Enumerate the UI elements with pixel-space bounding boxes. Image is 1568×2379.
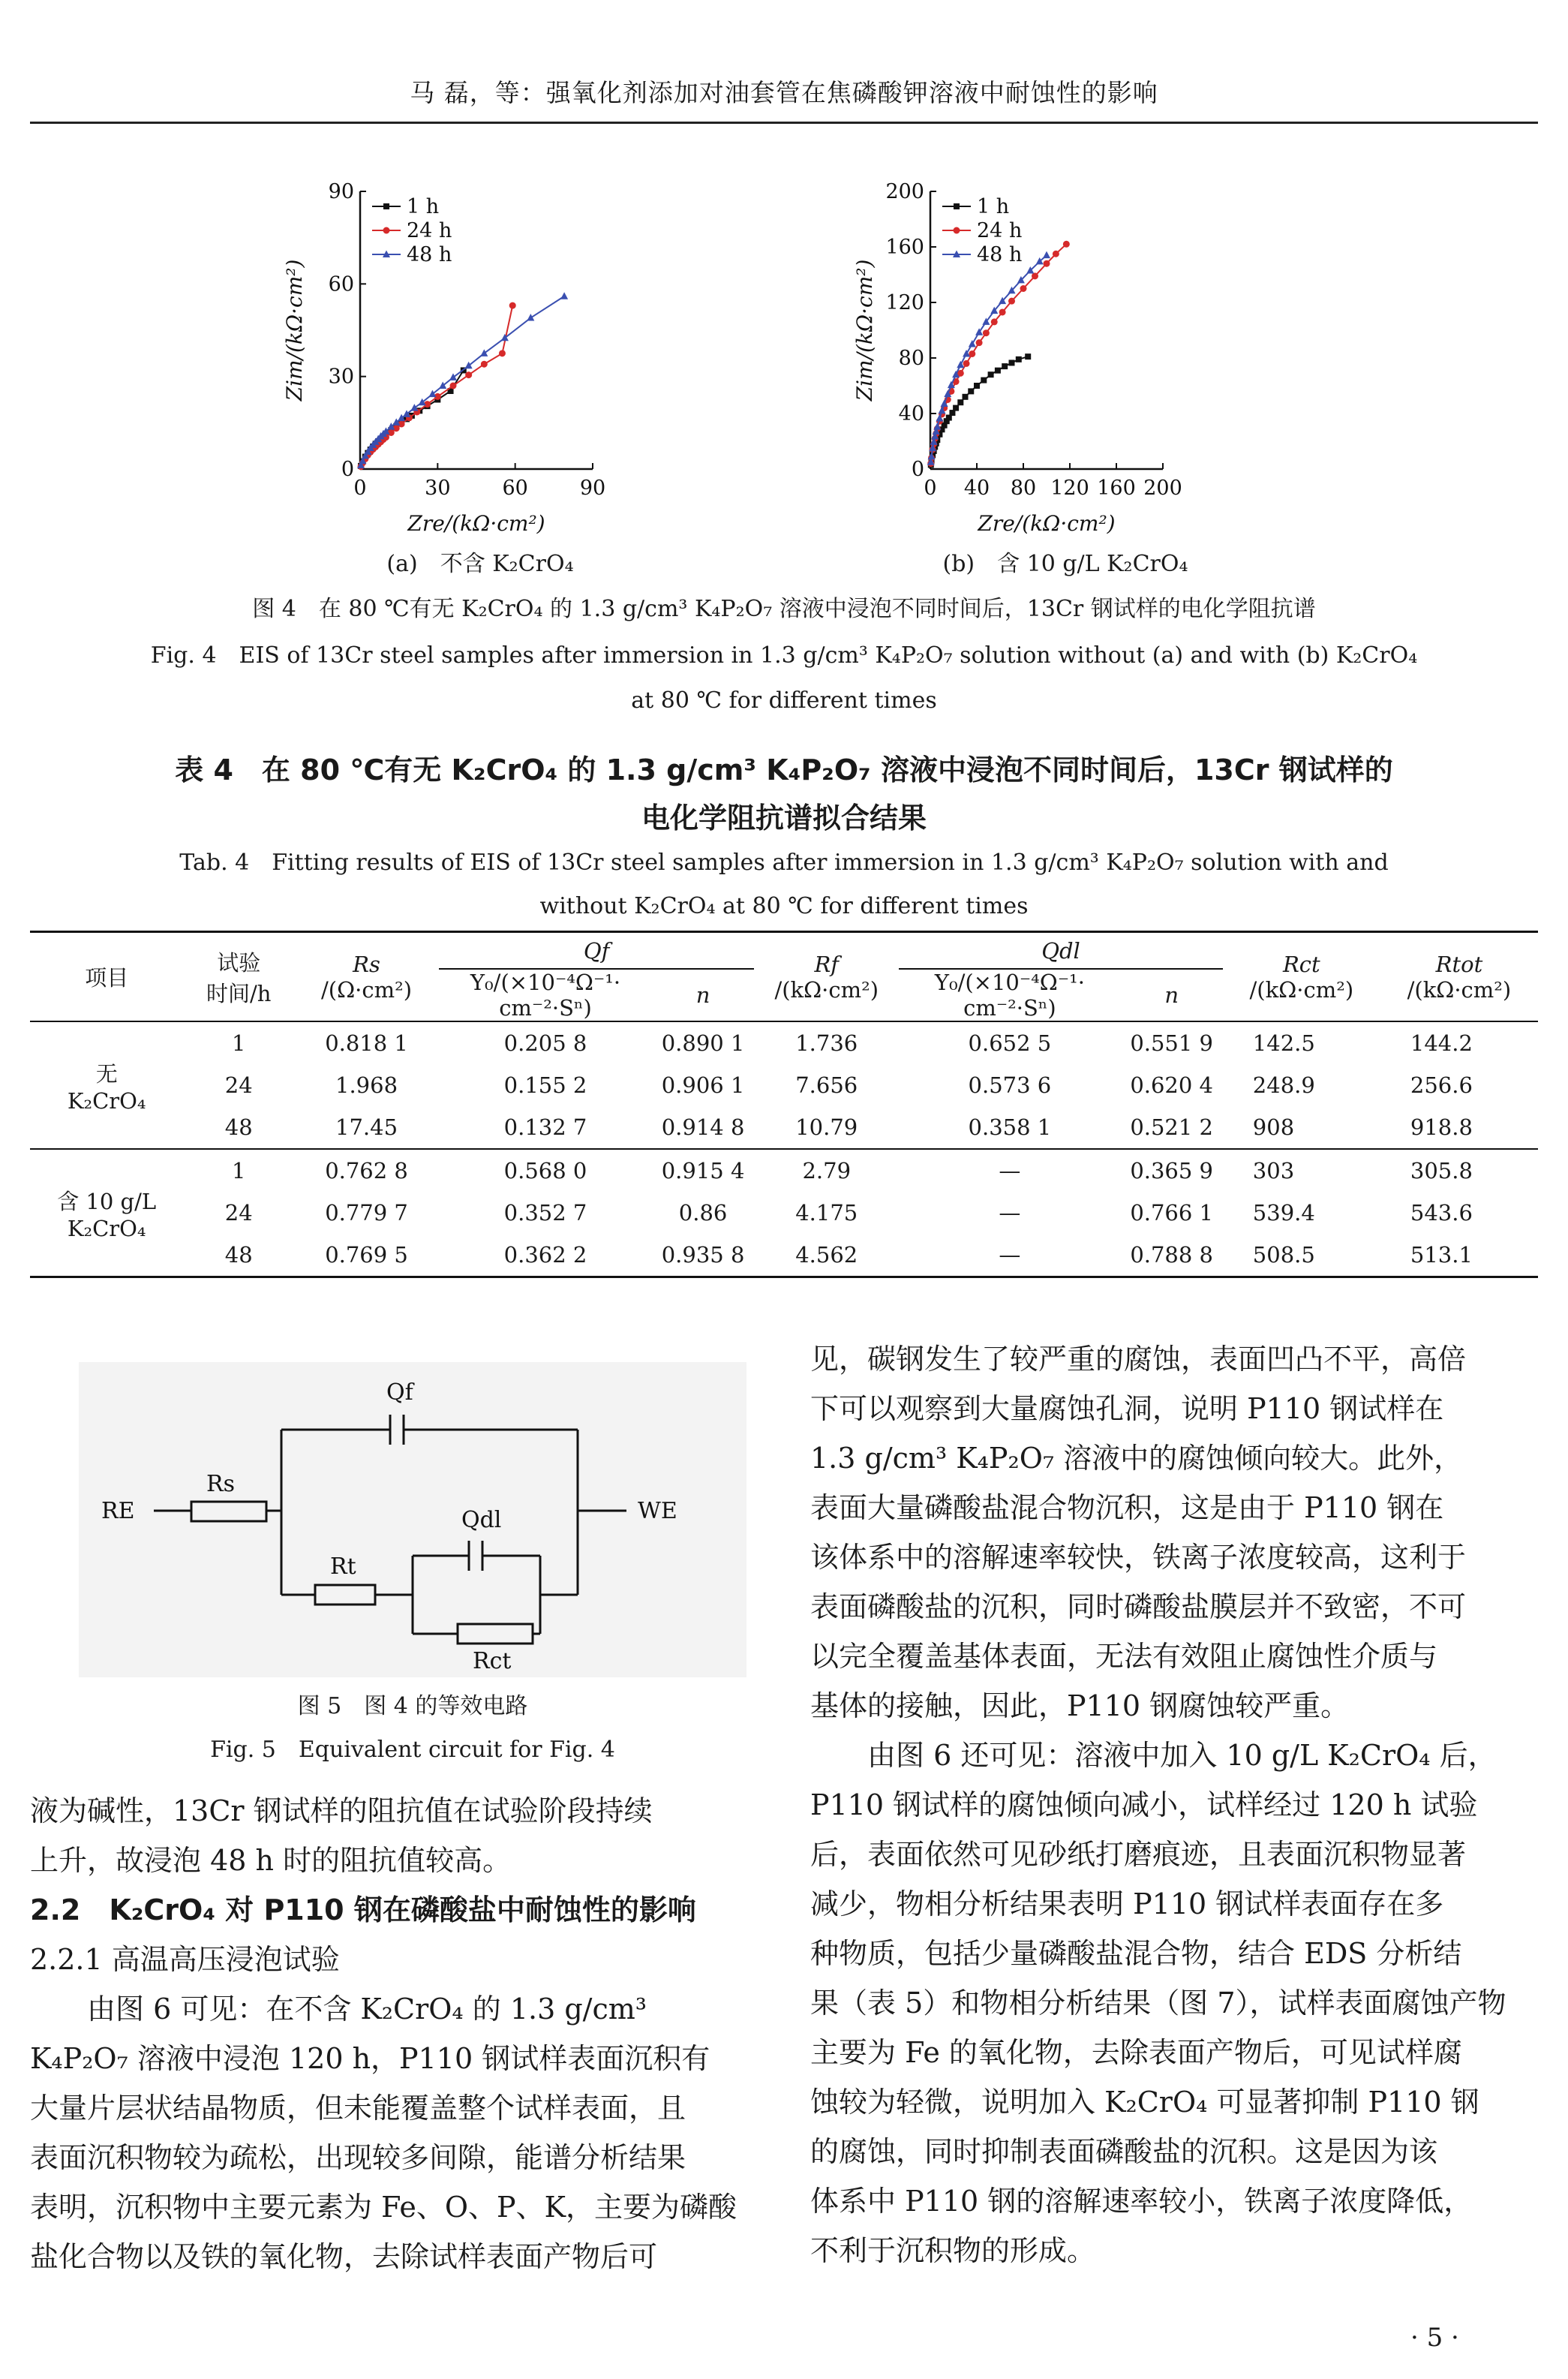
section-heading-2-2: 2.2 K₂CrO₄ 对 P110 钢在磷酸盐中耐蚀性的影响	[30, 1893, 696, 1926]
table-cell: 0.915 4	[661, 1158, 745, 1183]
col-item: 项目	[85, 965, 129, 991]
table-cell: 303	[1252, 1158, 1295, 1183]
data-point	[527, 314, 534, 321]
x-tick-label: 0	[353, 477, 367, 500]
text-line: 大量片层状结晶物质，但未能覆盖整个试样表面，且	[30, 2092, 686, 2125]
table-cell: 17.45	[335, 1114, 398, 1140]
data-point	[1016, 356, 1022, 362]
data-point	[963, 394, 969, 400]
y-tick-label: 30	[328, 365, 354, 389]
table-cell: 4.562	[795, 1242, 858, 1268]
table-cell: 513.1	[1410, 1242, 1473, 1268]
col-rct: Rct /(kΩ·cm²)	[1249, 951, 1354, 1003]
text-line: K₄P₂O₇ 溶液中浸泡 120 h，P110 钢试样表面沉积有	[30, 2042, 710, 2075]
col-rf: Rf /(kΩ·cm²)	[774, 951, 879, 1003]
group-label: 无 K₂CrO₄	[67, 1060, 146, 1114]
data-point	[991, 318, 998, 325]
figure5-caption-cn: 图 5 图 4 的等效电路	[297, 1693, 528, 1719]
table-row	[30, 1234, 1538, 1276]
col-qf-y0: Y₀/(×10⁻⁴Ω⁻¹· cm⁻²·Sⁿ)	[470, 970, 621, 1021]
y-tick-label: 0	[911, 458, 924, 481]
table-row	[30, 1021, 1538, 1064]
data-point	[976, 339, 983, 346]
y-tick-label: 80	[898, 347, 924, 370]
legend-label: 1 h	[407, 195, 440, 218]
data-point	[953, 405, 959, 411]
x-tick-label: 160	[1097, 477, 1136, 500]
col-qf-n: n	[695, 982, 710, 1008]
text-line: 下可以观察到大量腐蚀孔洞，说明 P110 钢试样在	[810, 1392, 1444, 1425]
table-cell: 0.358 1	[968, 1114, 1052, 1140]
table4-title-en-2: without K₂CrO₄ at 80 ℃ for different times	[539, 893, 1029, 919]
table-cell: 0.86	[678, 1200, 728, 1226]
y-tick-label: 40	[898, 402, 924, 426]
table-cell: 0.155 2	[503, 1072, 587, 1098]
data-point	[465, 362, 473, 369]
text-line: 减少，物相分析结果表明 P110 钢试样表面存在多	[810, 1887, 1444, 1920]
y-tick-label: 200	[885, 180, 924, 203]
rct-label: Rct	[473, 1648, 512, 1674]
qf-label: Qf	[386, 1379, 413, 1406]
table-cell: 10.79	[795, 1114, 858, 1140]
y-tick-label: 90	[328, 180, 354, 203]
table-cell: 0.132 7	[503, 1114, 587, 1140]
table-cell: 539.4	[1252, 1200, 1315, 1226]
text-line: 表面沉积物较为疏松，出现较多间隙，能谱分析结果	[30, 2141, 686, 2174]
text-line: 由图 6 可见：在不含 K₂CrO₄ 的 1.3 g/cm³	[87, 1993, 647, 2026]
table-cell: 4.175	[795, 1200, 858, 1226]
y-axis-title: Zim/(kΩ·cm²)	[852, 259, 877, 402]
table-cell: 1	[231, 1158, 246, 1183]
x-axis-title: Zre/(kΩ·cm²)	[407, 511, 545, 536]
legend-label: 24 h	[407, 219, 452, 242]
series-line	[931, 244, 1067, 463]
col-rtot: Rtot /(kΩ·cm²)	[1407, 951, 1512, 1003]
data-point	[465, 371, 472, 378]
table4-title-en-1: Tab. 4 Fitting results of EIS of 13Cr steel samples after immersion in 1.3 g/cm³ K₄P₂O₇ solution with and	[179, 850, 1389, 876]
legend-marker	[383, 203, 389, 209]
figure4a-chart	[270, 169, 735, 537]
data-point	[481, 361, 488, 368]
qdl-label: Qdl	[461, 1507, 502, 1533]
table-cell: 0.568 0	[503, 1158, 587, 1183]
table-cell: —	[999, 1200, 1021, 1226]
data-point	[480, 349, 488, 356]
data-point	[1025, 353, 1031, 359]
legend-marker	[954, 203, 960, 209]
table-cell: 1	[231, 1030, 246, 1056]
table-cell: 0.788 8	[1130, 1242, 1214, 1268]
table-cell: 24	[224, 1072, 253, 1098]
data-point	[1043, 251, 1050, 259]
figure4-caption-cn: 图 4 在 80 ℃有无 K₂CrO₄ 的 1.3 g/cm³ K₄P₂O₇ 溶液中浸泡不同时间后，13Cr 钢试样的电化学阻抗谱	[252, 596, 1316, 622]
text-line: 表明，沉积物中主要元素为 Fe、O、P、K，主要为磷酸	[30, 2191, 737, 2224]
data-point	[1002, 363, 1008, 369]
text-line: 盐化合物以及铁的氧化物，去除试样表面产物后可	[30, 2240, 658, 2273]
rt-label: Rt	[330, 1553, 356, 1580]
table-cell: 908	[1252, 1114, 1295, 1140]
data-point	[1020, 285, 1027, 292]
x-tick-label: 40	[963, 477, 990, 500]
text-line: 见，碳钢发生了较严重的腐蚀，表面凹凸不平，高倍	[810, 1343, 1467, 1376]
data-point	[1032, 272, 1038, 279]
y-tick-label: 120	[885, 291, 924, 314]
table-cell: 0.766 1	[1130, 1200, 1214, 1226]
data-point	[560, 292, 568, 299]
data-point	[1063, 241, 1070, 248]
col-rs: Rs /(Ω·cm²)	[321, 951, 413, 1003]
table-cell: 0.914 8	[661, 1114, 745, 1140]
figure4-caption-en-1: Fig. 4 EIS of 13Cr steel samples after immersion in 1.3 g/cm³ K₄P₂O₇ solution without (a) and with (b) K₂CrO₄	[150, 642, 1418, 669]
table4-title-cn-2: 电化学阻抗谱拟合结果	[641, 802, 927, 835]
text-line: 主要为 Fe 的氧化物，去除表面产物后，可见试样腐	[810, 2036, 1462, 2069]
table-cell: 0.652 5	[968, 1030, 1052, 1056]
legend-label: 48 h	[407, 243, 452, 266]
legend-label: 48 h	[977, 243, 1023, 266]
x-tick-label: 200	[1143, 477, 1182, 500]
data-point	[969, 350, 975, 357]
col-qf: Qf	[439, 933, 754, 969]
data-point	[450, 383, 457, 389]
table-cell: 7.656	[795, 1072, 858, 1098]
data-point	[499, 350, 506, 356]
figure4b-chart	[840, 169, 1305, 537]
table-cell: 0.521 2	[1130, 1114, 1214, 1140]
table-cell: 543.6	[1410, 1200, 1473, 1226]
table-cell: 0.779 7	[325, 1200, 408, 1226]
table-cell: 1.968	[335, 1072, 398, 1098]
table-cell: 48	[224, 1114, 253, 1140]
text-line: P110 钢试样的腐蚀倾向减小，试样经过 120 h 试验	[810, 1788, 1478, 1821]
col-qdl-y0: Y₀/(×10⁻⁴Ω⁻¹· cm⁻²·Sⁿ)	[934, 970, 1085, 1021]
table-cell: 0.906 1	[661, 1072, 745, 1098]
group-label: 含 10 g/L K₂CrO₄	[57, 1188, 157, 1241]
table-cell: —	[999, 1242, 1021, 1268]
table-cell: 1.736	[795, 1030, 858, 1056]
table-cell: 0.205 8	[503, 1030, 587, 1056]
data-point	[999, 308, 1006, 315]
table-cell: 144.2	[1410, 1030, 1473, 1056]
table-cell: 0.890 1	[661, 1030, 745, 1056]
figure5-circuit	[79, 1362, 746, 1677]
text-line: 基体的接触，因此，P110 钢腐蚀较严重。	[810, 1689, 1350, 1722]
text-line: 液为碱性，13Cr 钢试样的阻抗值在试验阶段持续	[30, 1794, 653, 1827]
series-line	[361, 296, 564, 465]
text-line: 表面磷酸盐的沉积，同时磷酸盐膜层并不致密，不可	[810, 1590, 1467, 1623]
text-line: 后，表面依然可见砂纸打磨痕迹，且表面沉积物显著	[810, 1838, 1467, 1871]
table-cell: 256.6	[1410, 1072, 1473, 1098]
text-line: 由图 6 还可见：溶液中加入 10 g/L K₂CrO₄ 后，	[867, 1739, 1497, 1772]
data-point	[501, 334, 509, 341]
subsection-heading-2-2-1: 2.2.1 高温高压浸泡试验	[30, 1943, 340, 1976]
figure4b-caption: (b) 含 10 g/L K₂CrO₄	[942, 551, 1188, 577]
text-line: 该体系中的溶解速率较快，铁离子浓度较高，这利于	[810, 1541, 1467, 1574]
text-line: 表面大量磷酸盐混合物沉积，这是由于 P110 钢在	[810, 1491, 1444, 1524]
data-point	[988, 371, 994, 377]
left-column	[30, 1786, 765, 2281]
data-point	[974, 383, 980, 389]
right-column	[810, 1334, 1538, 2275]
y-tick-label: 60	[328, 272, 354, 296]
table-cell: 305.8	[1410, 1158, 1473, 1183]
text-line: 的腐蚀，同时抑制表面磷酸盐的沉积。这是因为该	[810, 2135, 1438, 2168]
text-line: 上升，故浸泡 48 h 时的阻抗值较高。	[30, 1844, 512, 1877]
page-number: · 5 ·	[1410, 2323, 1459, 2353]
table-cell: 0.362 2	[503, 1242, 587, 1268]
table-cell: 248.9	[1252, 1072, 1315, 1098]
x-tick-label: 60	[502, 477, 528, 500]
re-label: RE	[101, 1498, 135, 1524]
x-tick-label: 90	[579, 477, 606, 500]
table-cell: 0.818 1	[325, 1030, 408, 1056]
x-axis-title: Zre/(kΩ·cm²)	[978, 511, 1116, 536]
col-qdl-n: n	[1164, 982, 1179, 1008]
header-rule	[30, 122, 1538, 124]
text-line: 以完全覆盖基体表面，无法有效阻止腐蚀性介质与	[810, 1640, 1438, 1673]
data-point	[968, 388, 974, 394]
table-cell: 0.935 8	[661, 1242, 745, 1268]
text-line: 不利于沉积物的形成。	[810, 2234, 1096, 2267]
text-line: 体系中 P110 钢的溶解速率较小，铁离子浓度降低，	[810, 2185, 1473, 2218]
data-point	[449, 373, 457, 380]
x-tick-label: 80	[1010, 477, 1037, 500]
data-point	[410, 404, 418, 411]
data-point	[1009, 359, 1015, 365]
table-cell: 2.79	[802, 1158, 852, 1183]
legend-marker	[954, 227, 960, 234]
y-tick-label: 0	[341, 458, 354, 481]
table-row	[30, 1192, 1538, 1234]
data-point	[1008, 298, 1015, 305]
table-cell: 24	[224, 1200, 253, 1226]
text-line: 种物质，包括少量磷酸盐混合物，结合 EDS 分析结	[810, 1937, 1462, 1970]
table-cell: 0.769 5	[325, 1242, 408, 1268]
table-cell: 0.352 7	[503, 1200, 587, 1226]
table-cell: 0.551 9	[1130, 1030, 1214, 1056]
col-qdl: Qdl	[899, 933, 1223, 969]
data-point	[1053, 251, 1059, 257]
table-cell: 0.620 4	[1130, 1072, 1214, 1098]
data-point	[957, 399, 963, 405]
text-line: 果（表 5）和物相分析结果（图 7），试样表面腐蚀产物	[810, 1987, 1506, 2020]
data-point	[983, 329, 990, 336]
table-cell: 918.8	[1410, 1114, 1473, 1140]
table-row	[30, 1064, 1538, 1106]
data-point	[963, 360, 970, 367]
figure4-caption-en-2: at 80 ℃ for different times	[631, 687, 937, 714]
table-row	[30, 1149, 1538, 1192]
table4	[30, 931, 1538, 1278]
table-cell: 0.573 6	[968, 1072, 1052, 1098]
legend-label: 1 h	[977, 195, 1010, 218]
text-line: 1.3 g/cm³ K₄P₂O₇ 溶液中的腐蚀倾向较大。此外，	[810, 1442, 1463, 1475]
running-header: 马 磊，等：强氧化剂添加对油套管在焦磷酸钾溶液中耐蚀性的影响	[410, 78, 1158, 107]
data-point	[1044, 260, 1050, 267]
y-tick-label: 160	[885, 236, 924, 259]
legend-label: 24 h	[977, 219, 1023, 242]
table-row	[30, 1106, 1538, 1149]
table-cell: 508.5	[1252, 1242, 1315, 1268]
table-cell: —	[999, 1158, 1021, 1183]
rs-label: Rs	[206, 1471, 235, 1497]
table-cell: 142.5	[1252, 1030, 1315, 1056]
table-cell: 48	[224, 1242, 253, 1268]
data-point	[995, 368, 1001, 374]
data-point	[509, 302, 516, 309]
x-tick-label: 30	[425, 477, 451, 500]
figure4a-caption: (a) 不含 K₂CrO₄	[386, 551, 574, 577]
we-label: WE	[638, 1498, 677, 1524]
data-point	[981, 377, 987, 383]
table4-title-cn-1: 表 4 在 80 ℃有无 K₂CrO₄ 的 1.3 g/cm³ K₄P₂O₇ 溶液中浸泡不同时间后，13Cr 钢试样的	[175, 753, 1393, 786]
table-cell: 0.762 8	[325, 1158, 408, 1183]
legend-marker	[383, 227, 390, 234]
text-line: 蚀较为轻微，说明加入 K₂CrO₄ 可显著抑制 P110 钢	[810, 2086, 1479, 2119]
x-tick-label: 120	[1050, 477, 1089, 500]
figure5-caption-en: Fig. 5 Equivalent circuit for Fig. 4	[210, 1737, 615, 1763]
y-axis-title: Zim/(kΩ·cm²)	[282, 259, 307, 402]
x-tick-label: 0	[924, 477, 937, 500]
col-time: 试验 时间/h	[206, 949, 272, 1006]
table-cell: 0.365 9	[1130, 1158, 1214, 1183]
